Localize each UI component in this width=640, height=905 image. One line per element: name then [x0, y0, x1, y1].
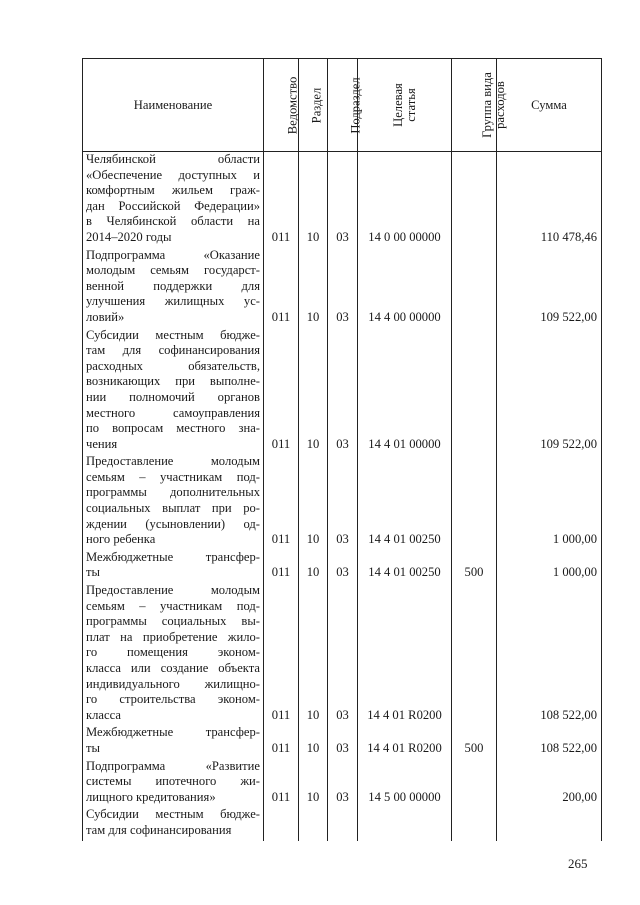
- name-line: ного ребенка: [86, 532, 156, 547]
- row-department: 011: [264, 152, 299, 248]
- row-expense-group: [452, 454, 497, 550]
- name-line: системы ипотечного жи-: [86, 774, 260, 789]
- row-department: 011: [264, 725, 299, 758]
- row-subsection: 03: [328, 328, 358, 455]
- name-line: программы социальных вы-: [86, 614, 260, 629]
- row-amount: 108 522,00: [497, 583, 602, 725]
- header-name: Наименование: [83, 59, 264, 152]
- row-department: 011: [264, 454, 299, 550]
- name-line: программы дополнительных: [86, 485, 260, 500]
- name-line: Челябинской области: [86, 152, 260, 166]
- row-target-item: 14 0 00 00000: [358, 152, 452, 248]
- name-line: местного самоуправления: [86, 405, 260, 420]
- name-line: венной поддержки для: [86, 278, 260, 293]
- row-department: 011: [264, 248, 299, 328]
- row-subsection: 03: [328, 759, 358, 808]
- row-target-item: 14 5 00 00000: [358, 759, 452, 808]
- table-row: [83, 454, 602, 550]
- name-line: Межбюджетные трансфер-: [86, 725, 260, 740]
- name-line: Предоставление молодым: [86, 583, 260, 598]
- name-line: «Обеспечение доступных и: [86, 167, 260, 182]
- name-line: чения: [86, 436, 118, 451]
- table-header: [83, 59, 602, 152]
- row-amount: [497, 807, 602, 840]
- table-body: [83, 152, 602, 841]
- name-line: ты: [86, 565, 100, 580]
- row-subsection: 03: [328, 725, 358, 758]
- row-expense-group: [452, 807, 497, 840]
- name-line: го строительства эконом-: [86, 692, 260, 707]
- row-amount: 110 478,46: [497, 152, 602, 248]
- table-row: [83, 725, 602, 758]
- row-amount: 109 522,00: [497, 328, 602, 455]
- row-expense-group: [452, 583, 497, 725]
- name-line: Субсидии местным бюдже-: [86, 327, 260, 342]
- row-name: [83, 152, 264, 248]
- name-line: комфортным жильем граж-: [86, 183, 260, 198]
- row-subsection: 03: [328, 248, 358, 328]
- row-target-item: 14 4 00 00000: [358, 248, 452, 328]
- row-subsection: 03: [328, 152, 358, 248]
- row-subsection: 03: [328, 583, 358, 725]
- header-amount: Сумма: [497, 59, 602, 152]
- name-line: лищного кредитования»: [86, 789, 216, 804]
- name-line: го помещения эконом-: [86, 645, 260, 660]
- name-line: Межбюджетные трансфер-: [86, 549, 260, 564]
- name-line: там для софинансирования: [86, 822, 232, 837]
- name-line: социальных выплат при ро-: [86, 501, 260, 516]
- row-target-item: 14 4 01 00250: [358, 550, 452, 583]
- row-department: 011: [264, 328, 299, 455]
- row-name: [83, 725, 264, 758]
- header-subsection: Подраздел: [328, 59, 358, 152]
- table-row: [83, 152, 602, 248]
- row-name: [83, 248, 264, 328]
- row-section: [299, 807, 328, 840]
- row-target-item: 14 4 01 R0200: [358, 725, 452, 758]
- row-expense-group: [452, 152, 497, 248]
- row-expense-group: [452, 248, 497, 328]
- row-amount: 200,00: [497, 759, 602, 808]
- header-department: Ведомство: [264, 59, 299, 152]
- page-number: 265: [568, 856, 588, 871]
- name-line: плат на приобретение жило-: [86, 629, 260, 644]
- row-section: 10: [299, 328, 328, 455]
- name-line: ждении (усыновлении) од-: [86, 516, 260, 531]
- row-expense-group: 500: [452, 550, 497, 583]
- name-line: класса: [86, 707, 121, 722]
- name-line: там для софинансирования: [86, 343, 260, 358]
- row-section: 10: [299, 583, 328, 725]
- row-section: 10: [299, 248, 328, 328]
- table-row: [83, 550, 602, 583]
- row-section: 10: [299, 725, 328, 758]
- row-expense-group: [452, 759, 497, 808]
- row-name: [83, 583, 264, 725]
- row-target-item: 14 4 01 00250: [358, 454, 452, 550]
- name-line: нии полномочий органов: [86, 389, 260, 404]
- row-name: [83, 328, 264, 455]
- name-line: ты: [86, 740, 100, 755]
- name-line: Подпрограмма «Развитие: [86, 758, 260, 773]
- name-line: семьям – участникам под-: [86, 469, 260, 484]
- row-amount: 1 000,00: [497, 454, 602, 550]
- name-line: Субсидии местным бюдже-: [86, 807, 260, 822]
- row-section: 10: [299, 454, 328, 550]
- row-department: 011: [264, 550, 299, 583]
- name-line: ловий»: [86, 309, 125, 324]
- row-amount: 109 522,00: [497, 248, 602, 328]
- row-section: 10: [299, 550, 328, 583]
- header-target-item: Целевая статья: [358, 59, 452, 152]
- name-line: улучшения жилищных ус-: [86, 294, 260, 309]
- row-expense-group: 500: [452, 725, 497, 758]
- row-target-item: 14 4 01 00000: [358, 328, 452, 455]
- row-name: [83, 454, 264, 550]
- table-row: [83, 759, 602, 808]
- row-section: 10: [299, 759, 328, 808]
- name-line: класса или создание объекта: [86, 661, 260, 675]
- row-department: 011: [264, 759, 299, 808]
- row-target-item: [358, 807, 452, 840]
- row-expense-group: [452, 328, 497, 455]
- row-section: 10: [299, 152, 328, 248]
- table-row: [83, 583, 602, 725]
- table-row: [83, 328, 602, 455]
- name-line: молодым семьям государст-: [86, 263, 260, 278]
- table-row: [83, 807, 602, 840]
- row-name: [83, 807, 264, 840]
- name-line: 2014–2020 годы: [86, 229, 172, 244]
- row-amount: 1 000,00: [497, 550, 602, 583]
- budget-table: [82, 58, 602, 841]
- name-line: Подпрограмма «Оказание: [86, 247, 260, 262]
- name-line: расходных обязательств,: [86, 358, 260, 373]
- name-line: в Челябинской области на: [86, 214, 260, 229]
- name-line: возникающих при выполне-: [86, 374, 260, 389]
- name-line: Предоставление молодым: [86, 454, 260, 469]
- row-name: [83, 550, 264, 583]
- header-section: Раздел: [299, 59, 328, 152]
- row-department: [264, 807, 299, 840]
- name-line: по вопросам местного зна-: [86, 421, 260, 436]
- row-target-item: 14 4 01 R0200: [358, 583, 452, 725]
- table-row: [83, 248, 602, 328]
- name-line: дан Российской Федерации»: [86, 198, 260, 213]
- row-name: [83, 759, 264, 808]
- header-expense-group: Группа вида расходов: [452, 59, 497, 152]
- row-department: 011: [264, 583, 299, 725]
- row-subsection: [328, 807, 358, 840]
- name-line: семьям – участникам под-: [86, 598, 260, 613]
- row-subsection: 03: [328, 550, 358, 583]
- row-amount: 108 522,00: [497, 725, 602, 758]
- name-line: индивидуального жилищно-: [86, 676, 260, 691]
- row-subsection: 03: [328, 454, 358, 550]
